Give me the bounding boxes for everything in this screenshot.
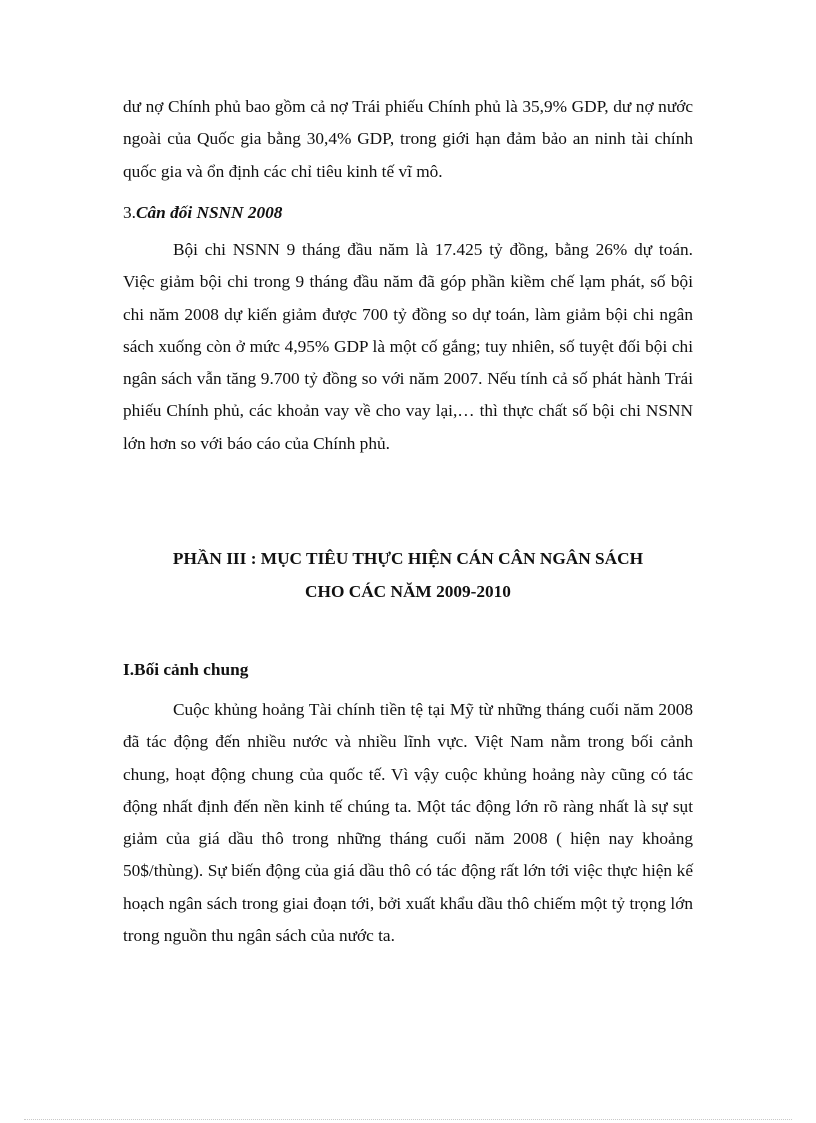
section-I-paragraph: Cuộc khủng hoảng Tài chính tiền tệ tại Mỹ từ những tháng cuối năm 2008 đã tác động đến nhiều nước và nhiều lĩnh vực. Việt Nam nằm trong bối cảnh chung, hoạt động chung của quốc tế. Vì vậy cuộc khủng hoảng này cũng có tác động nhất định đến nền kinh tế chúng ta. Một tác động lớn rõ ràng nhất là sự sụt giảm của giá dầu thô trong những tháng cuối năm 2008 ( hiện nay khoảng 50$/thùng). Sự biến động của giá dầu thô có tác động rất lớn tới việc thực hiện kế hoạch ngân sách trong giai đoạn tới, bởi xuất khẩu dầu thô chiếm một tỷ trọng lớn trong nguồn thu ngân sách của nước ta. (123, 700, 693, 946)
part-3-title-line-1: PHẦN III : MỤC TIÊU THỰC HIỆN CÁN CÂN NGÂN SÁCH (172, 549, 644, 568)
section-I-title: I.Bối cảnh chung (123, 660, 249, 679)
page-bottom-divider (24, 1119, 792, 1120)
section-3-paragraph: Bội chi NSNN 9 tháng đầu năm là 17.425 tỷ đồng, bằng 26% dự toán. Việc giảm bội chi trong 9 tháng đầu năm đã góp phần kiềm chế lạm phát, số bội chi năm 2008 dự kiến giảm được 700 tỷ đồng so dự toán, làm giảm bội chi ngân sách xuống còn ở mức 4,95% GDP là một cố gắng; tuy nhiên, số tuyệt đối bội chi ngân sách vẫn tăng 9.700 tỷ đồng so với năm 2007. Nếu tính cả số phát hành Trái phiếu Chính phủ, các khoản vay về cho vay lại,… thì thực chất số bội chi NSNN lớn hơn so với báo cáo của Chính phủ. (123, 240, 693, 453)
section-3-heading (123, 197, 282, 229)
section-3-title: Cân đối NSNN 2008 (135, 203, 283, 222)
intro-paragraph: dư nợ Chính phủ bao gồm cả nợ Trái phiếu Chính phủ là 35,9% GDP, dư nợ nước ngoài của Quốc gia bằng 30,4% GDP, trong giới hạn đảm bảo an ninh tài chính quốc gia và ổn định các chỉ tiêu kinh tế vĩ mô. (123, 97, 693, 181)
section-3-number: 3. (123, 203, 136, 222)
part-3-title-line-2: CHO CÁC NĂM 2009-2010 (305, 582, 511, 601)
